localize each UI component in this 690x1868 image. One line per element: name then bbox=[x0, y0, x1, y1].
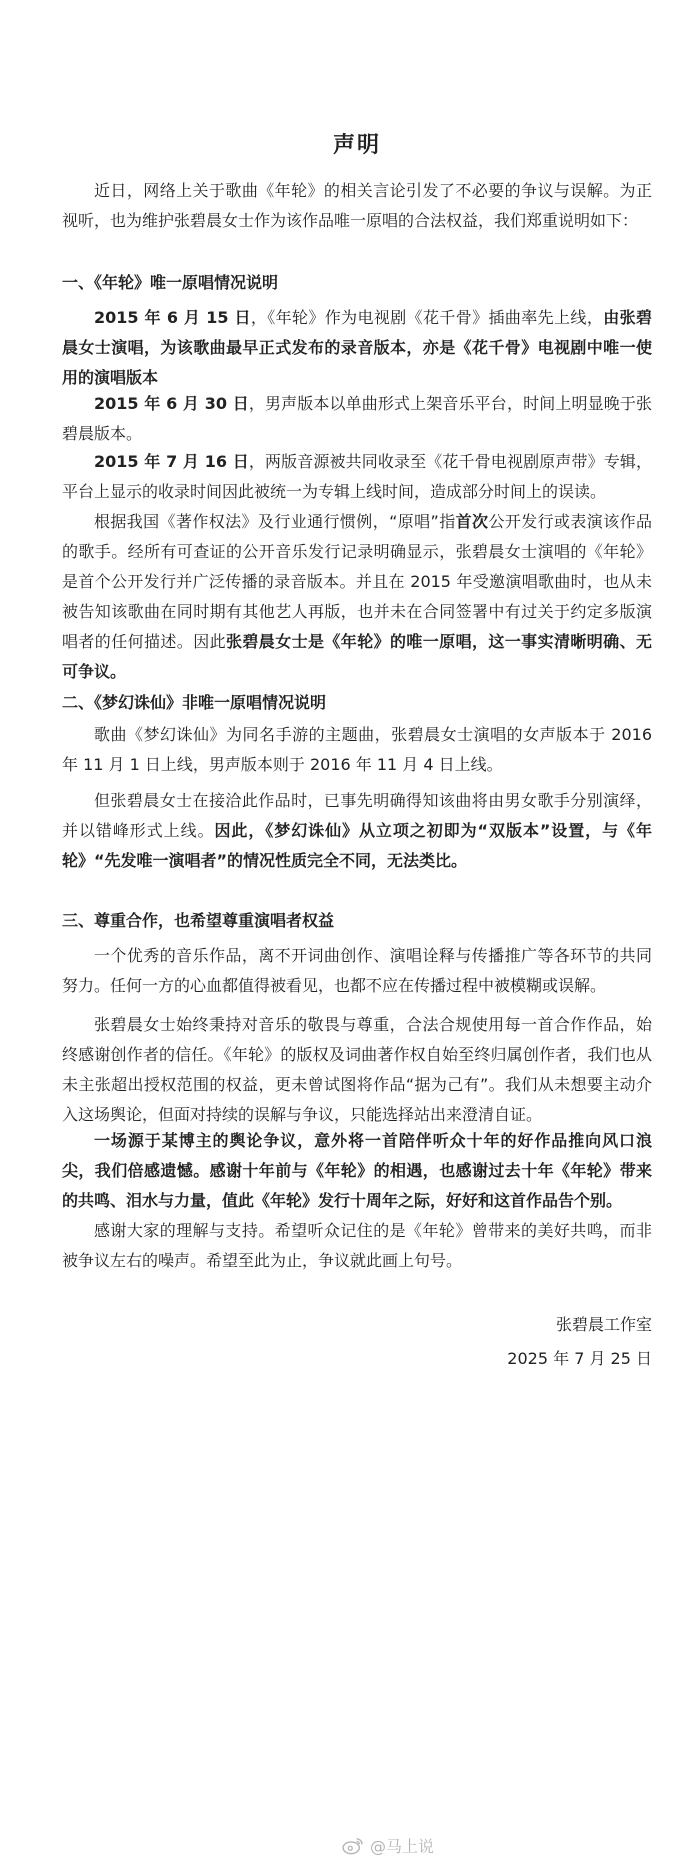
section1-paragraph-4 bbox=[62, 507, 652, 687]
signature-studio: 张碧晨工作室 bbox=[555, 1315, 652, 1334]
section1-paragraph-1 bbox=[62, 303, 652, 393]
bold-text: 首次 bbox=[455, 512, 489, 531]
section3-heading: 三、尊重合作，也希望尊重演唱者权益 bbox=[62, 911, 335, 930]
section3-paragraph-1: 一个优秀的音乐作品，离不开词曲创作、演唱诠释与传播推广等各环节的共同努力。任何一方的心血都值得被看见，也都不应在传播过程中被模糊或误解。 bbox=[62, 946, 652, 995]
section3-paragraph-2: 张碧晨女士始终秉持对音乐的敬畏与尊重，合法合规使用每一首合作作品，始终感谢创作者的信任。《年轮》的版权及词曲著作权自始至终归属创作者，我们也从未主张超出授权范围的权益，更未曾试图将作品“据为己有”。我们从未想要主动介入这场舆论，但面对持续的误解与争议，只能选择站出来澄清自证。 bbox=[62, 1015, 652, 1124]
section2-paragraph-2 bbox=[62, 786, 652, 876]
weibo-watermark bbox=[342, 1834, 434, 1857]
intro-paragraph: 近日，网络上关于歌曲《年轮》的相关言论引发了不必要的争议与误解。为正视听，也为维护张碧晨女士作为该作品唯一原唱的合法权益，我们郑重说明如下： bbox=[62, 181, 652, 230]
body-text: ，男声版本以单曲形式上架音乐平台，时间上明显晚于张碧晨版本。 bbox=[62, 394, 652, 443]
section3-paragraph-4: 感谢大家的理解与支持。希望听众记住的是《年轮》曾带来的美好共鸣，而非被争议左右的噪声。希望至此为止，争议就此画上句号。 bbox=[62, 1221, 652, 1270]
weibo-icon bbox=[342, 1837, 364, 1855]
body-text: ，两版音源被共同收录至《花千骨电视剧原声带》专辑，平台上显示的收录时间因此被统一为专辑上线时间，造成部分时间上的误读。 bbox=[62, 452, 652, 501]
date-text: 2015 年 6 月 30 日 bbox=[94, 394, 249, 413]
body-text: 但张碧晨女士在接洽此作品时，已事先明确得知该曲将由男女歌手分别演绎，并以错峰形式上线。 bbox=[62, 791, 652, 840]
section2-heading: 二、《梦幻诛仙》非唯一原唱情况说明 bbox=[62, 693, 327, 712]
section3-paragraph-3: 一场源于某博主的舆论争议，意外将一首陪伴听众十年的好作品推向风口浪尖，我们倍感遗憾。感谢十年前与《年轮》的相遇，也感谢过去十年《年轮》带来的共鸣、泪水与力量，值此《年轮》发行十周年之际，好好和这首作品告个别。 bbox=[62, 1131, 652, 1210]
date-text: 2015 年 7 月 16 日 bbox=[94, 452, 249, 471]
watermark-text: @马上说 bbox=[370, 1837, 435, 1856]
signature-date: 2025 年 7 月 25 日 bbox=[507, 1349, 652, 1368]
body-text: 公开发行或表演该作品的歌手。经所有可查证的公开音乐发行记录明确显示，张碧晨女士演唱的《年轮》是首个公开发行并广泛传播的录音版本。并且在 2015 年受邀演唱歌曲时，也从未被告知该歌曲在同时期有其他艺人再版，也并未在合同签署中有过关于约定多版演唱者的任何描述。因此 bbox=[62, 512, 652, 651]
section2-paragraph-1: 歌曲《梦幻诛仙》为同名手游的主题曲，张碧晨女士演唱的女声版本于 2016 年 11 月 1 日上线，男声版本则于 2016 年 11 月 4 日上线。 bbox=[62, 725, 652, 774]
body-text: 根据我国《著作权法》及行业通行惯例，“原唱”指 bbox=[94, 512, 456, 531]
section1-paragraph-3 bbox=[62, 447, 652, 507]
body-text: ，《年轮》作为电视剧《花千骨》插曲率先上线， bbox=[250, 308, 604, 327]
bold-text: 张碧晨女士是《年轮》的唯一原唱，这一事实清晰明确、无可争议。 bbox=[62, 632, 652, 681]
bold-text: 由张碧晨女士演唱，为该歌曲最早正式发布的录音版本，亦是《花千骨》电视剧中唯一使用的演唱版本 bbox=[62, 308, 652, 387]
page-title: 声明 bbox=[332, 133, 381, 158]
section1-heading: 一、《年轮》唯一原唱情况说明 bbox=[62, 273, 279, 292]
bold-text: 因此，《梦幻诛仙》从立项之初即为“双版本”设置，与《年轮》“先发唯一演唱者”的情况性质完全不同，无法类比。 bbox=[62, 821, 652, 870]
date-text: 2015 年 6 月 15 日 bbox=[94, 308, 251, 327]
section1-paragraph-2 bbox=[62, 389, 652, 449]
